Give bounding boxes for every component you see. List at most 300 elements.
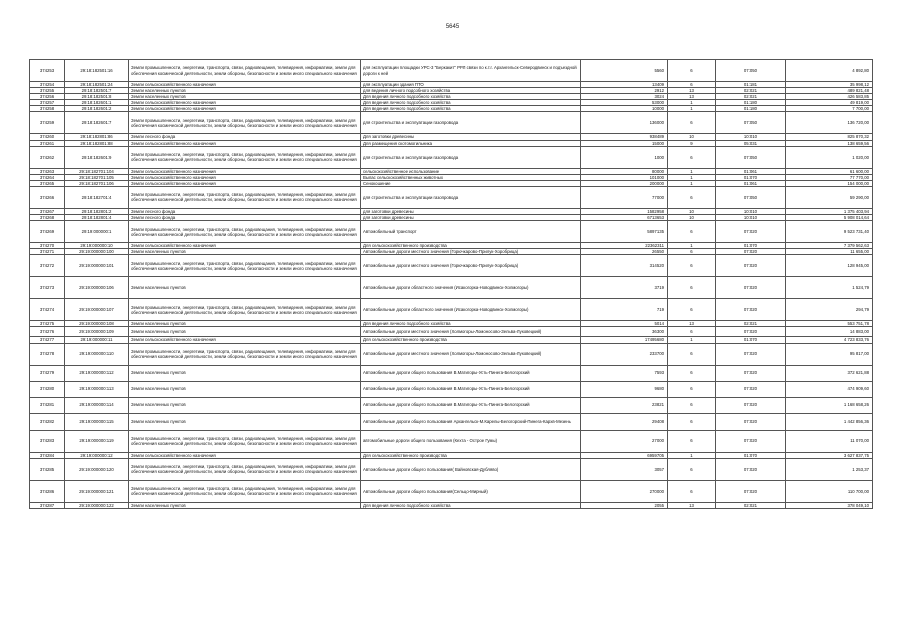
area-cell: 29408 bbox=[581, 413, 668, 430]
permitted-use-cell: Автомобильные дороги местного значения (Холмогоры-Ломоносово-Зельва-Луковецкий) bbox=[361, 343, 581, 365]
group-number-cell: 6 bbox=[668, 327, 716, 337]
group-number-cell: 1 bbox=[668, 337, 716, 343]
permitted-use-cell: автомобильные дороги общего пользования (Кехта - Острое Гумы) bbox=[361, 430, 581, 452]
group-number-cell: 10 bbox=[668, 215, 716, 221]
area-cell: 6713653 bbox=[581, 215, 668, 221]
cadastral-number-cell: 29:19:000000:100 bbox=[65, 249, 129, 255]
land-category-cell: Земли промышленности, энергетики, транспорта, связи, радиовещания, телевидения, информатики, земли для обеспечения космической деятельности, земли обороны, безопасности и земли иного специального назначения bbox=[129, 480, 361, 502]
land-category-cell: Земли населенных пунктов bbox=[129, 94, 361, 100]
use-code-cell: 07:020 bbox=[716, 255, 786, 277]
group-number-cell: 9 bbox=[668, 140, 716, 146]
land-category-cell: Земли населенных пунктов bbox=[129, 365, 361, 381]
table-row bbox=[30, 249, 873, 255]
permitted-use-cell: для строительства и эксплуатации газопровода bbox=[361, 186, 581, 208]
permitted-use-cell: Автомобильные дороги местного значения (Горючкарово-Прилук-Хоробрица) bbox=[361, 255, 581, 277]
row-number-cell: 374284 bbox=[30, 452, 65, 458]
cadastral-number-cell: 29:19:000000:106 bbox=[65, 277, 129, 299]
area-cell: 36300 bbox=[581, 327, 668, 337]
cadastral-number-cell: 29:19:000000:10 bbox=[65, 243, 129, 249]
permitted-use-cell: Автомобильные дороги общего пользования(Сельцо-Мирный) bbox=[361, 480, 581, 502]
area-cell: 136000 bbox=[581, 112, 668, 134]
permitted-use-cell: сельскохозяйственное использование bbox=[361, 168, 581, 174]
row-number-cell: 374280 bbox=[30, 381, 65, 397]
area-cell: 5560 bbox=[581, 60, 668, 82]
use-code-cell: 07:020 bbox=[716, 413, 786, 430]
area-cell: 77000 bbox=[581, 186, 668, 208]
area-cell: 270000 bbox=[581, 480, 668, 502]
row-number-cell: 374253 bbox=[30, 60, 65, 82]
cadastral-value-cell: 138 659,56 bbox=[786, 140, 873, 146]
cadastral-number-cell: 29:19:000000:101 bbox=[65, 255, 129, 277]
area-cell: 7593 bbox=[581, 365, 668, 381]
area-cell: 6959705 bbox=[581, 452, 668, 458]
land-category-cell: Земли населенных пунктов bbox=[129, 88, 361, 94]
permitted-use-cell: Автомобильные дороги местного значения (Горючкарово-Прилук-Хоробрица) bbox=[361, 249, 581, 255]
permitted-use-cell: для ведения личного подсобного хозяйства bbox=[361, 88, 581, 94]
land-category-cell: Земли сельскохозяйственного назначения bbox=[129, 140, 361, 146]
cadastral-value-cell: 825 870,32 bbox=[786, 134, 873, 140]
land-category-cell: Земли промышленности, энергетики, транспорта, связи, радиовещания, телевидения, информатики, земли для обеспечения космической деятельности, земли обороны, безопасности и земли иного специального назначения bbox=[129, 430, 361, 452]
land-category-cell: Земли лесного фонда bbox=[129, 134, 361, 140]
cadastral-number-cell: 29:19:000000:109 bbox=[65, 327, 129, 337]
group-number-cell: 1 bbox=[668, 168, 716, 174]
use-code-cell: 07:020 bbox=[716, 327, 786, 337]
permitted-use-cell: Автомобильные дороги общего пользования Архангельск-М.Карелы-Белогорский-Пинега-Кархв-Мезень bbox=[361, 413, 581, 430]
group-number-cell: 1 bbox=[668, 452, 716, 458]
cadastral-number-cell: 29:18:182701:104 bbox=[65, 168, 129, 174]
row-number-cell: 374269 bbox=[30, 221, 65, 243]
row-number-cell: 374262 bbox=[30, 146, 65, 168]
table-row bbox=[30, 255, 873, 277]
cadastral-value-cell: 4 892,80 bbox=[786, 60, 873, 82]
use-code-cell: 02:021 bbox=[716, 94, 786, 100]
cadastral-value-cell: 1 253,37 bbox=[786, 458, 873, 480]
group-number-cell: 6 bbox=[668, 480, 716, 502]
group-number-cell: 6 bbox=[668, 255, 716, 277]
land-category-cell: Земли населенных пунктов bbox=[129, 381, 361, 397]
cadastral-number-cell: 29:19:000000:110 bbox=[65, 343, 129, 365]
cadastral-number-cell: 29:19:000000:12 bbox=[65, 452, 129, 458]
area-cell: 233700 bbox=[581, 343, 668, 365]
use-code-cell: 10:010 bbox=[716, 215, 786, 221]
area-cell: 3719 bbox=[581, 277, 668, 299]
cadastral-number-cell: 29:18:182601:9 bbox=[65, 146, 129, 168]
group-number-cell: 6 bbox=[668, 381, 716, 397]
row-number-cell: 374272 bbox=[30, 255, 65, 277]
area-cell: 3024 bbox=[581, 94, 668, 100]
cadastral-value-cell: 95 817,00 bbox=[786, 343, 873, 365]
table-row bbox=[30, 343, 873, 365]
table-row bbox=[30, 60, 873, 82]
group-number-cell: 1 bbox=[668, 180, 716, 186]
table-row bbox=[30, 221, 873, 243]
row-number-cell: 374254 bbox=[30, 82, 65, 88]
cadastral-number-cell: 29:18:182601:7 bbox=[65, 112, 129, 134]
cadastral-value-cell: 61 600,00 bbox=[786, 168, 873, 174]
row-number-cell: 374265 bbox=[30, 180, 65, 186]
table-row bbox=[30, 502, 873, 508]
permitted-use-cell: Автомобильный транспорт bbox=[361, 221, 581, 243]
cadastral-number-cell: 29:19:000000:122 bbox=[65, 502, 129, 508]
use-code-cell: 01:070 bbox=[716, 243, 786, 249]
area-cell: 1000 bbox=[581, 146, 668, 168]
group-number-cell: 6 bbox=[668, 299, 716, 321]
use-code-cell: 07:050 bbox=[716, 60, 786, 82]
row-number-cell: 374277 bbox=[30, 337, 65, 343]
row-number-cell: 374261 bbox=[30, 140, 65, 146]
table-row bbox=[30, 458, 873, 480]
land-category-cell: Земли сельскохозяйственного назначения bbox=[129, 452, 361, 458]
table-row bbox=[30, 413, 873, 430]
area-cell: 1582958 bbox=[581, 208, 668, 214]
cadastral-value-cell: 553 751,78 bbox=[786, 321, 873, 327]
use-code-cell: 01:180 bbox=[716, 100, 786, 106]
land-category-cell: Земли сельскохозяйственного назначения bbox=[129, 337, 361, 343]
cadastral-value-cell: 372 621,88 bbox=[786, 365, 873, 381]
permitted-use-cell: Для ведения личного подсобного хозяйства bbox=[361, 100, 581, 106]
table-row bbox=[30, 112, 873, 134]
table-row bbox=[30, 397, 873, 413]
permitted-use-cell: Автомобильные дороги общего пользования( Вайновская-Дубляво) bbox=[361, 458, 581, 480]
area-cell: 13409 bbox=[581, 82, 668, 88]
area-cell: 9680 bbox=[581, 381, 668, 397]
land-category-cell: Земли населенных пунктов bbox=[129, 502, 361, 508]
cadastral-number-cell: 29:18:182801:88 bbox=[65, 140, 129, 146]
group-number-cell: 6 bbox=[668, 343, 716, 365]
use-code-cell: 07:020 bbox=[716, 299, 786, 321]
permitted-use-cell: Автомобильные дороги общего пользования В.Матигоры-Усть-Пинега-Белогорский bbox=[361, 397, 581, 413]
cadastral-number-cell: 29:19:000000:113 bbox=[65, 381, 129, 397]
group-number-cell: 1 bbox=[668, 174, 716, 180]
cadastral-value-cell: 1 020,00 bbox=[786, 146, 873, 168]
use-code-cell: 10:010 bbox=[716, 134, 786, 140]
table-row bbox=[30, 277, 873, 299]
cadastral-value-cell: 3 627 837,75 bbox=[786, 452, 873, 458]
cadastral-value-cell: 77 770,00 bbox=[786, 174, 873, 180]
cadastral-number-cell: 29:19:000000:115 bbox=[65, 413, 129, 430]
area-cell: 15000 bbox=[581, 140, 668, 146]
land-category-cell: Земли сельскохозяйственного назначения bbox=[129, 243, 361, 249]
group-number-cell: 6 bbox=[668, 458, 716, 480]
cadastral-number-cell: 29:18:182701:105 bbox=[65, 174, 129, 180]
land-category-cell: Земли сельскохозяйственного назначения bbox=[129, 82, 361, 88]
land-category-cell: Земли промышленности, энергетики, транспорта, связи, радиовещания, телевидения, информатики, земли для обеспечения космической деятельности, земли обороны, безопасности и земли иного специального назначения bbox=[129, 221, 361, 243]
area-cell: 27000 bbox=[581, 430, 668, 452]
row-number-cell: 374264 bbox=[30, 174, 65, 180]
use-code-cell: 07:020 bbox=[716, 458, 786, 480]
permitted-use-cell: для эксплуатации здания ПТО bbox=[361, 82, 581, 88]
group-number-cell: 6 bbox=[668, 60, 716, 82]
group-number-cell: 6 bbox=[668, 277, 716, 299]
table-row bbox=[30, 186, 873, 208]
row-number-cell: 374274 bbox=[30, 299, 65, 321]
cadastral-number-cell: 29:19:000000:114 bbox=[65, 397, 129, 413]
table-row bbox=[30, 381, 873, 397]
row-number-cell: 374281 bbox=[30, 397, 65, 413]
permitted-use-cell: Автомобильные дороги местного значения (Холмогоры-Ломоносово-Зельва-Луковецкий) bbox=[361, 327, 581, 337]
land-category-cell: Земли сельскохозяйственного назначения bbox=[129, 180, 361, 186]
group-number-cell: 6 bbox=[668, 397, 716, 413]
permitted-use-cell: Для сельскохозяйственного производства bbox=[361, 337, 581, 343]
row-number-cell: 374286 bbox=[30, 480, 65, 502]
group-number-cell: 1 bbox=[668, 106, 716, 112]
area-cell: 5897135 bbox=[581, 221, 668, 243]
area-cell: 80000 bbox=[581, 168, 668, 174]
use-code-cell: 07:020 bbox=[716, 381, 786, 397]
land-category-cell: Земли населенных пунктов bbox=[129, 327, 361, 337]
row-number-cell: 374287 bbox=[30, 502, 65, 508]
group-number-cell: 1 bbox=[668, 243, 716, 249]
land-category-cell: Земли промышленности, энергетики, транспорта, связи, радиовещания, телевидения, информатики, земли для обеспечения космической деятельности, земли обороны, безопасности и земли иного специального назначения bbox=[129, 112, 361, 134]
group-number-cell: 6 bbox=[668, 365, 716, 381]
cadastral-number-cell: 29:18:182501:8 bbox=[65, 94, 129, 100]
use-code-cell: 07:020 bbox=[716, 277, 786, 299]
area-cell: 200000 bbox=[581, 180, 668, 186]
row-number-cell: 374278 bbox=[30, 343, 65, 365]
group-number-cell: 10 bbox=[668, 134, 716, 140]
use-code-cell: 01:061 bbox=[716, 180, 786, 186]
page-number: 5645 bbox=[445, 24, 460, 30]
row-number-cell: 374285 bbox=[30, 458, 65, 480]
land-category-cell: Земли населенных пунктов bbox=[129, 249, 361, 255]
cadastral-value-cell: 489 821,48 bbox=[786, 88, 873, 94]
table-row bbox=[30, 146, 873, 168]
use-code-cell: 01:181 bbox=[716, 82, 786, 88]
group-number-cell: 13 bbox=[668, 502, 716, 508]
group-number-cell: 6 bbox=[668, 82, 716, 88]
cadastral-value-table bbox=[29, 59, 873, 509]
cadastral-number-cell: 29:19:000000:108 bbox=[65, 321, 129, 327]
group-number-cell: 6 bbox=[668, 186, 716, 208]
land-category-cell: Земли населенных пунктов bbox=[129, 321, 361, 327]
cadastral-value-cell: 59 290,00 bbox=[786, 186, 873, 208]
land-category-cell: Земли промышленности, энергетики, транспорта, связи, радиовещания, телевидения, информатики, земли для обеспечения космической деятельности, земли обороны, безопасности и земли иного специального назначения bbox=[129, 255, 361, 277]
use-code-cell: 02:021 bbox=[716, 321, 786, 327]
area-cell: 17495680 bbox=[581, 337, 668, 343]
use-code-cell: 07:020 bbox=[716, 249, 786, 255]
row-number-cell: 374273 bbox=[30, 277, 65, 299]
group-number-cell: 6 bbox=[668, 430, 716, 452]
use-code-cell: 01:070 bbox=[716, 452, 786, 458]
cadastral-value-cell: 49 819,00 bbox=[786, 100, 873, 106]
cadastral-number-cell: 29:19:000000:107 bbox=[65, 299, 129, 321]
area-cell: 101000 bbox=[581, 174, 668, 180]
land-category-cell: Земли промышленности, энергетики, транспорта, связи, радиовещания, телевидения, информатики, земли для обеспечения космической деятельности, земли обороны, безопасности и земли иного специального назначения bbox=[129, 146, 361, 168]
cadastral-number-cell: 29:19:000000:11 bbox=[65, 337, 129, 343]
use-code-cell: 07:050 bbox=[716, 112, 786, 134]
use-code-cell: 07:050 bbox=[716, 186, 786, 208]
land-category-cell: Земли сельскохозяйственного назначения bbox=[129, 100, 361, 106]
area-cell: 22362311 bbox=[581, 243, 668, 249]
land-category-cell: Земли промышленности, энергетики, транспорта, связи, радиовещания, телевидения, информатики, земли для обеспечения космической деятельности, земли обороны, безопасности и земли иного специального назначения bbox=[129, 186, 361, 208]
cadastral-value-cell: 110 700,00 bbox=[786, 480, 873, 502]
row-number-cell: 374270 bbox=[30, 243, 65, 249]
permitted-use-cell: Автомобильные дороги общего пользования В.Матигоры-Усть-Пинега-Белогорский bbox=[361, 381, 581, 397]
use-code-cell: 01:070 bbox=[716, 337, 786, 343]
cadastral-number-cell: 29:19:000000:119 bbox=[65, 430, 129, 452]
permitted-use-cell: Для сельскохозяйственного производства bbox=[361, 452, 581, 458]
area-cell: 2912 bbox=[581, 88, 668, 94]
land-category-cell: Земли лесного фонда bbox=[129, 208, 361, 214]
use-code-cell: 07:050 bbox=[716, 146, 786, 168]
use-code-cell: 05:031 bbox=[716, 140, 786, 146]
cadastral-value-cell: 5 908 014,64 bbox=[786, 215, 873, 221]
cadastral-value-cell: 11 655,00 bbox=[786, 249, 873, 255]
row-number-cell: 374260 bbox=[30, 134, 65, 140]
use-code-cell: 07:020 bbox=[716, 430, 786, 452]
land-category-cell: Земли населенных пунктов bbox=[129, 397, 361, 413]
permitted-use-cell: Выпас сельскохозяйственных животных bbox=[361, 174, 581, 180]
land-category-cell: Земли промышленности, энергетики, транспорта, связи, радиовещания, телевидения, информатики, земли для обеспечения космической деятельности, земли обороны, безопасности и земли иного специального назначения bbox=[129, 299, 361, 321]
permitted-use-cell: для заготовки древесины bbox=[361, 215, 581, 221]
area-cell: 3057 bbox=[581, 458, 668, 480]
use-code-cell: 10:010 bbox=[716, 208, 786, 214]
cadastral-value-cell: 154 000,00 bbox=[786, 180, 873, 186]
row-number-cell: 374256 bbox=[30, 94, 65, 100]
permitted-use-cell: Для ведения личного подсобного хозяйства bbox=[361, 502, 581, 508]
group-number-cell: 6 bbox=[668, 249, 716, 255]
cadastral-value-cell: 474 909,60 bbox=[786, 381, 873, 397]
land-category-cell: Земли промышленности, энергетики, транспорта, связи, радиовещания, телевидения, информатики, земли для обеспечения космической деятельности, земли обороны, безопасности и земли иного специального назначения bbox=[129, 60, 361, 82]
area-cell: 53000 bbox=[581, 100, 668, 106]
permitted-use-cell: Для заготовки древесины bbox=[361, 134, 581, 140]
area-cell: 719 bbox=[581, 299, 668, 321]
cadastral-value-cell: 11 070,00 bbox=[786, 430, 873, 452]
cadastral-value-cell: 14 883,00 bbox=[786, 327, 873, 337]
cadastral-number-cell: 29:18:182701:4 bbox=[65, 186, 129, 208]
row-number-cell: 374257 bbox=[30, 100, 65, 106]
row-number-cell: 374271 bbox=[30, 249, 65, 255]
row-number-cell: 374259 bbox=[30, 112, 65, 134]
group-number-cell: 10 bbox=[668, 208, 716, 214]
group-number-cell: 6 bbox=[668, 146, 716, 168]
permitted-use-cell: Автомобильные дороги общего пользования В.Матигоры-Усть-Пинега-Белогорский bbox=[361, 365, 581, 381]
row-number-cell: 374267 bbox=[30, 208, 65, 214]
permitted-use-cell: Для ведения личного подсобного хозяйства bbox=[361, 94, 581, 100]
cadastral-value-cell: 136 720,00 bbox=[786, 112, 873, 134]
row-number-cell: 374282 bbox=[30, 413, 65, 430]
area-cell: 938489 bbox=[581, 134, 668, 140]
row-number-cell: 374266 bbox=[30, 186, 65, 208]
table-row bbox=[30, 327, 873, 337]
land-category-cell: Земли сельскохозяйственного назначения bbox=[129, 106, 361, 112]
use-code-cell: 07:020 bbox=[716, 397, 786, 413]
cadastral-number-cell: 29:19:000000:112 bbox=[65, 365, 129, 381]
cadastral-number-cell: 29:19:000000:121 bbox=[65, 480, 129, 502]
land-category-cell: Земли промышленности, энергетики, транспорта, связи, радиовещания, телевидения, информатики, земли для обеспечения космической деятельности, земли обороны, безопасности и земли иного специального назначения bbox=[129, 458, 361, 480]
permitted-use-cell: для строительства и эксплуатации газопровода bbox=[361, 112, 581, 134]
group-number-cell: 1 bbox=[668, 100, 716, 106]
cadastral-value-cell: 1 375 403,94 bbox=[786, 208, 873, 214]
table-body bbox=[30, 60, 873, 509]
use-code-cell: 07:020 bbox=[716, 480, 786, 502]
use-code-cell: 01:061 bbox=[716, 168, 786, 174]
cadastral-value-cell: 128 945,00 bbox=[786, 255, 873, 277]
area-cell: 2055 bbox=[581, 502, 668, 508]
land-category-cell: Земли населенных пунктов bbox=[129, 277, 361, 299]
cadastral-value-cell: 35 998,12 bbox=[786, 82, 873, 88]
area-cell: 26550 bbox=[581, 249, 668, 255]
cadastral-value-cell: 1 442 856,36 bbox=[786, 413, 873, 430]
cadastral-number-cell: 29:19:000000:120 bbox=[65, 458, 129, 480]
cadastral-number-cell: 29:18:182501:7 bbox=[65, 88, 129, 94]
table-row bbox=[30, 480, 873, 502]
cadastral-number-cell: 29:18:182801:4 bbox=[65, 215, 129, 221]
area-cell: 314520 bbox=[581, 255, 668, 277]
permitted-use-cell: Автомобильные дороги областного значения (Исакогорка-Новодвинск-Холмогоры) bbox=[361, 277, 581, 299]
area-cell: 10000 bbox=[581, 106, 668, 112]
cadastral-value-cell: 1 168 658,26 bbox=[786, 397, 873, 413]
cadastral-value-cell: 9 523 731,40 bbox=[786, 221, 873, 243]
permitted-use-cell: для строительства и эксплуатации газопровода bbox=[361, 146, 581, 168]
area-cell: 23821 bbox=[581, 397, 668, 413]
group-number-cell: 6 bbox=[668, 413, 716, 430]
row-number-cell: 374279 bbox=[30, 365, 65, 381]
cadastral-value-cell: 7 379 562,63 bbox=[786, 243, 873, 249]
use-code-cell: 01:180 bbox=[716, 106, 786, 112]
land-category-cell: Земли населенных пунктов bbox=[129, 413, 361, 430]
group-number-cell: 6 bbox=[668, 221, 716, 243]
row-number-cell: 374258 bbox=[30, 106, 65, 112]
permitted-use-cell: для заготовки древесины bbox=[361, 208, 581, 214]
cadastral-number-cell: 29:18:182801:86 bbox=[65, 134, 129, 140]
row-number-cell: 374255 bbox=[30, 88, 65, 94]
row-number-cell: 374268 bbox=[30, 215, 65, 221]
row-number-cell: 374276 bbox=[30, 327, 65, 337]
cadastral-number-cell: 29:18:182501:24 bbox=[65, 82, 129, 88]
cadastral-value-cell: 1 524,79 bbox=[786, 277, 873, 299]
cadastral-number-cell: 29:18:182501:16 bbox=[65, 60, 129, 82]
table-row bbox=[30, 365, 873, 381]
use-code-cell: 07:020 bbox=[716, 365, 786, 381]
group-number-cell: 13 bbox=[668, 94, 716, 100]
area-cell: 5014 bbox=[581, 321, 668, 327]
cadastral-value-cell: 378 049,10 bbox=[786, 502, 873, 508]
group-number-cell: 6 bbox=[668, 112, 716, 134]
row-number-cell: 374275 bbox=[30, 321, 65, 327]
table-row bbox=[30, 299, 873, 321]
permitted-use-cell: для эксплуатации площадки УРС-3 "Беркакит" РРЛ связи по к.т.г. Архангельск-Северодвинск и подъездной дороги к ней bbox=[361, 60, 581, 82]
land-category-cell: Земли сельскохозяйственного назначения bbox=[129, 168, 361, 174]
cadastral-value-cell: 4 723 833,76 bbox=[786, 337, 873, 343]
use-code-cell: 02:021 bbox=[716, 88, 786, 94]
permitted-use-cell: Для размещения скотомогильника bbox=[361, 140, 581, 146]
row-number-cell: 374283 bbox=[30, 430, 65, 452]
cadastral-number-cell: 29:18:182601:1 bbox=[65, 100, 129, 106]
group-number-cell: 13 bbox=[668, 88, 716, 94]
permitted-use-cell: Для сельскохозяйственного производства bbox=[361, 243, 581, 249]
cadastral-number-cell: 29:18:182701:106 bbox=[65, 180, 129, 186]
cadastral-value-cell: 7 700,00 bbox=[786, 106, 873, 112]
row-number-cell: 374263 bbox=[30, 168, 65, 174]
land-category-cell: Земли промышленности, энергетики, транспорта, связи, радиовещания, телевидения, информатики, земли для обеспечения космической деятельности, земли обороны, безопасности и земли иного специального назначения bbox=[129, 343, 361, 365]
table-row bbox=[30, 430, 873, 452]
group-number-cell: 13 bbox=[668, 321, 716, 327]
use-code-cell: 07:020 bbox=[716, 343, 786, 365]
permitted-use-cell: Сенокошение bbox=[361, 180, 581, 186]
cadastral-number-cell: 29:19:000000:1 bbox=[65, 221, 129, 243]
land-category-cell: Земли сельскохозяйственного назначения bbox=[129, 174, 361, 180]
permitted-use-cell: Для ведения личного подсобного хозяйства bbox=[361, 106, 581, 112]
use-code-cell: 02:021 bbox=[716, 502, 786, 508]
permitted-use-cell: Для ведения личного подсобного хозяйства bbox=[361, 321, 581, 327]
permitted-use-cell: Автомобильные дороги областного значения (Исакогорка-Новодвинск-Холмогоры) bbox=[361, 299, 581, 321]
land-category-cell: Земли лесного фонда bbox=[129, 215, 361, 221]
cadastral-value-cell: 426 583,85 bbox=[786, 94, 873, 100]
use-code-cell: 01:070 bbox=[716, 174, 786, 180]
use-code-cell: 07:020 bbox=[716, 221, 786, 243]
cadastral-value-cell: 294,79 bbox=[786, 299, 873, 321]
